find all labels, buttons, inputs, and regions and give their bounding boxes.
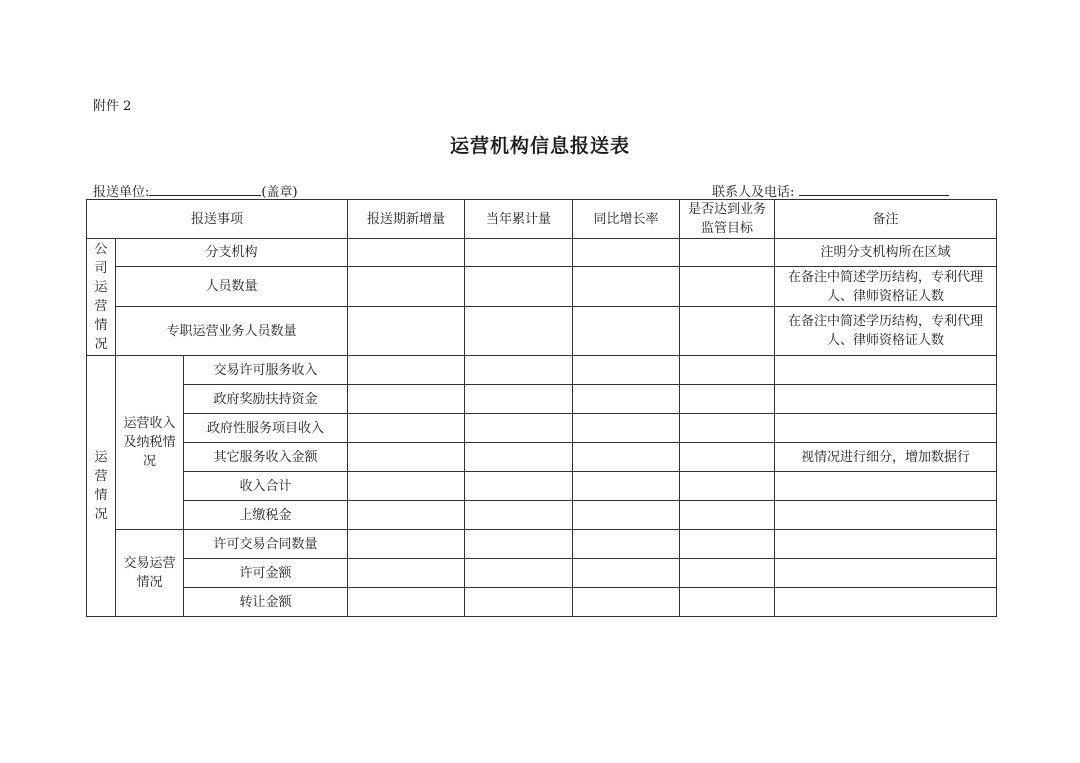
cell-remark: 视情况进行细分，增加数据行 [775, 443, 997, 472]
table-row [87, 239, 997, 267]
operation-section-label [87, 356, 116, 617]
cell-target[interactable] [680, 239, 775, 267]
row-item: 政府性服务项目收入 [184, 414, 348, 443]
cell-remark [775, 588, 997, 617]
cell-remark [775, 472, 997, 501]
cell-yoy[interactable] [573, 307, 680, 356]
header-yoy: 同比增长率 [573, 200, 680, 239]
row-item-staff: 人员数量 [116, 267, 348, 307]
cell-cumulative[interactable] [465, 414, 573, 443]
cell-remark: 在备注中简述学历结构，专利代理人、律师资格证人数 [775, 307, 997, 356]
header-new-increase: 报送期新增量 [348, 200, 465, 239]
cell-remark [775, 501, 997, 530]
reporting-unit-line [93, 181, 298, 200]
row-item: 上缴税金 [184, 501, 348, 530]
cell-new-increase[interactable] [348, 356, 465, 385]
revenue-group-label: 运营收入及纳税情况 [116, 356, 184, 530]
page-title: 运营机构信息报送表 [449, 135, 630, 157]
company-label-char: 司 [94, 261, 108, 276]
cell-target[interactable] [680, 356, 775, 385]
cell-new-increase[interactable] [348, 501, 465, 530]
operation-label-char: 运 [94, 450, 108, 465]
cell-remark [775, 356, 997, 385]
contact-blank [799, 182, 949, 196]
cell-yoy[interactable] [573, 414, 680, 443]
reporting-unit-blank [149, 182, 261, 196]
cell-cumulative[interactable] [465, 472, 573, 501]
report-table [86, 199, 997, 617]
contact-line [712, 181, 949, 200]
cell-cumulative[interactable] [465, 443, 573, 472]
attachment-label: 附件 2 [93, 99, 132, 114]
cell-new-increase[interactable] [348, 443, 465, 472]
table-row [87, 267, 997, 307]
row-item: 转让金额 [184, 588, 348, 617]
operation-label-char: 况 [94, 507, 108, 522]
cell-new-increase[interactable] [348, 267, 465, 307]
cell-new-increase[interactable] [348, 385, 465, 414]
company-label-char: 运 [94, 280, 108, 295]
cell-yoy[interactable] [573, 472, 680, 501]
seal-label: (盖章) [261, 185, 298, 200]
cell-remark: 注明分支机构所在区域 [775, 239, 997, 267]
row-item: 其它服务收入金额 [184, 443, 348, 472]
table-row [87, 559, 997, 588]
row-item: 许可交易合同数量 [184, 530, 348, 559]
cell-target[interactable] [680, 472, 775, 501]
cell-target[interactable] [680, 559, 775, 588]
header-item: 报送事项 [87, 200, 348, 239]
cell-yoy[interactable] [573, 267, 680, 307]
table-row [87, 356, 997, 385]
table-row [87, 501, 997, 530]
trade-group-label: 交易运营情况 [116, 530, 184, 617]
cell-cumulative[interactable] [465, 307, 573, 356]
cell-target[interactable] [680, 267, 775, 307]
cell-target[interactable] [680, 307, 775, 356]
cell-yoy[interactable] [573, 385, 680, 414]
row-item-branch: 分支机构 [116, 239, 348, 267]
table-row [87, 307, 997, 356]
company-label-char: 公 [94, 242, 108, 257]
cell-yoy[interactable] [573, 559, 680, 588]
cell-yoy[interactable] [573, 239, 680, 267]
header-remark: 备注 [775, 200, 997, 239]
row-item: 交易许可服务收入 [184, 356, 348, 385]
company-label-char: 营 [94, 299, 108, 314]
cell-yoy[interactable] [573, 356, 680, 385]
cell-yoy[interactable] [573, 530, 680, 559]
table-row [87, 385, 997, 414]
cell-new-increase[interactable] [348, 414, 465, 443]
cell-remark [775, 530, 997, 559]
cell-new-increase[interactable] [348, 530, 465, 559]
cell-cumulative[interactable] [465, 267, 573, 307]
cell-cumulative[interactable] [465, 239, 573, 267]
table-row [87, 443, 997, 472]
cell-remark: 在备注中简述学历结构，专利代理人、律师资格证人数 [775, 267, 997, 307]
row-item: 政府奖励扶持资金 [184, 385, 348, 414]
cell-target[interactable] [680, 385, 775, 414]
cell-new-increase[interactable] [348, 472, 465, 501]
table-row [87, 414, 997, 443]
cell-cumulative[interactable] [465, 501, 573, 530]
cell-cumulative[interactable] [465, 356, 573, 385]
company-section-label [87, 239, 116, 356]
row-item: 许可金额 [184, 559, 348, 588]
cell-cumulative[interactable] [465, 530, 573, 559]
cell-yoy[interactable] [573, 443, 680, 472]
company-label-char: 况 [94, 337, 108, 352]
cell-new-increase[interactable] [348, 588, 465, 617]
cell-remark [775, 385, 997, 414]
cell-remark [775, 414, 997, 443]
table-row [87, 588, 997, 617]
cell-new-increase[interactable] [348, 559, 465, 588]
table-row [87, 472, 997, 501]
cell-new-increase[interactable] [348, 307, 465, 356]
cell-yoy[interactable] [573, 588, 680, 617]
header-cumulative: 当年累计量 [465, 200, 573, 239]
header-target: 是否达到业务监管目标 [680, 200, 775, 239]
cell-cumulative[interactable] [465, 588, 573, 617]
table-row [87, 530, 997, 559]
row-item-ops-staff: 专职运营业务人员数量 [116, 307, 348, 356]
cell-target[interactable] [680, 414, 775, 443]
header-row [87, 200, 997, 239]
cell-target[interactable] [680, 588, 775, 617]
operation-label-char: 情 [94, 488, 108, 503]
cell-new-increase[interactable] [348, 239, 465, 267]
operation-label-char: 营 [94, 469, 108, 484]
cell-cumulative[interactable] [465, 385, 573, 414]
contact-label: 联系人及电话: [712, 185, 795, 200]
cell-yoy[interactable] [573, 501, 680, 530]
cell-target[interactable] [680, 501, 775, 530]
cell-target[interactable] [680, 530, 775, 559]
company-label-char: 情 [94, 318, 108, 333]
cell-target[interactable] [680, 443, 775, 472]
cell-cumulative[interactable] [465, 559, 573, 588]
reporting-unit-label: 报送单位: [93, 185, 150, 200]
row-item: 收入合计 [184, 472, 348, 501]
cell-remark [775, 559, 997, 588]
